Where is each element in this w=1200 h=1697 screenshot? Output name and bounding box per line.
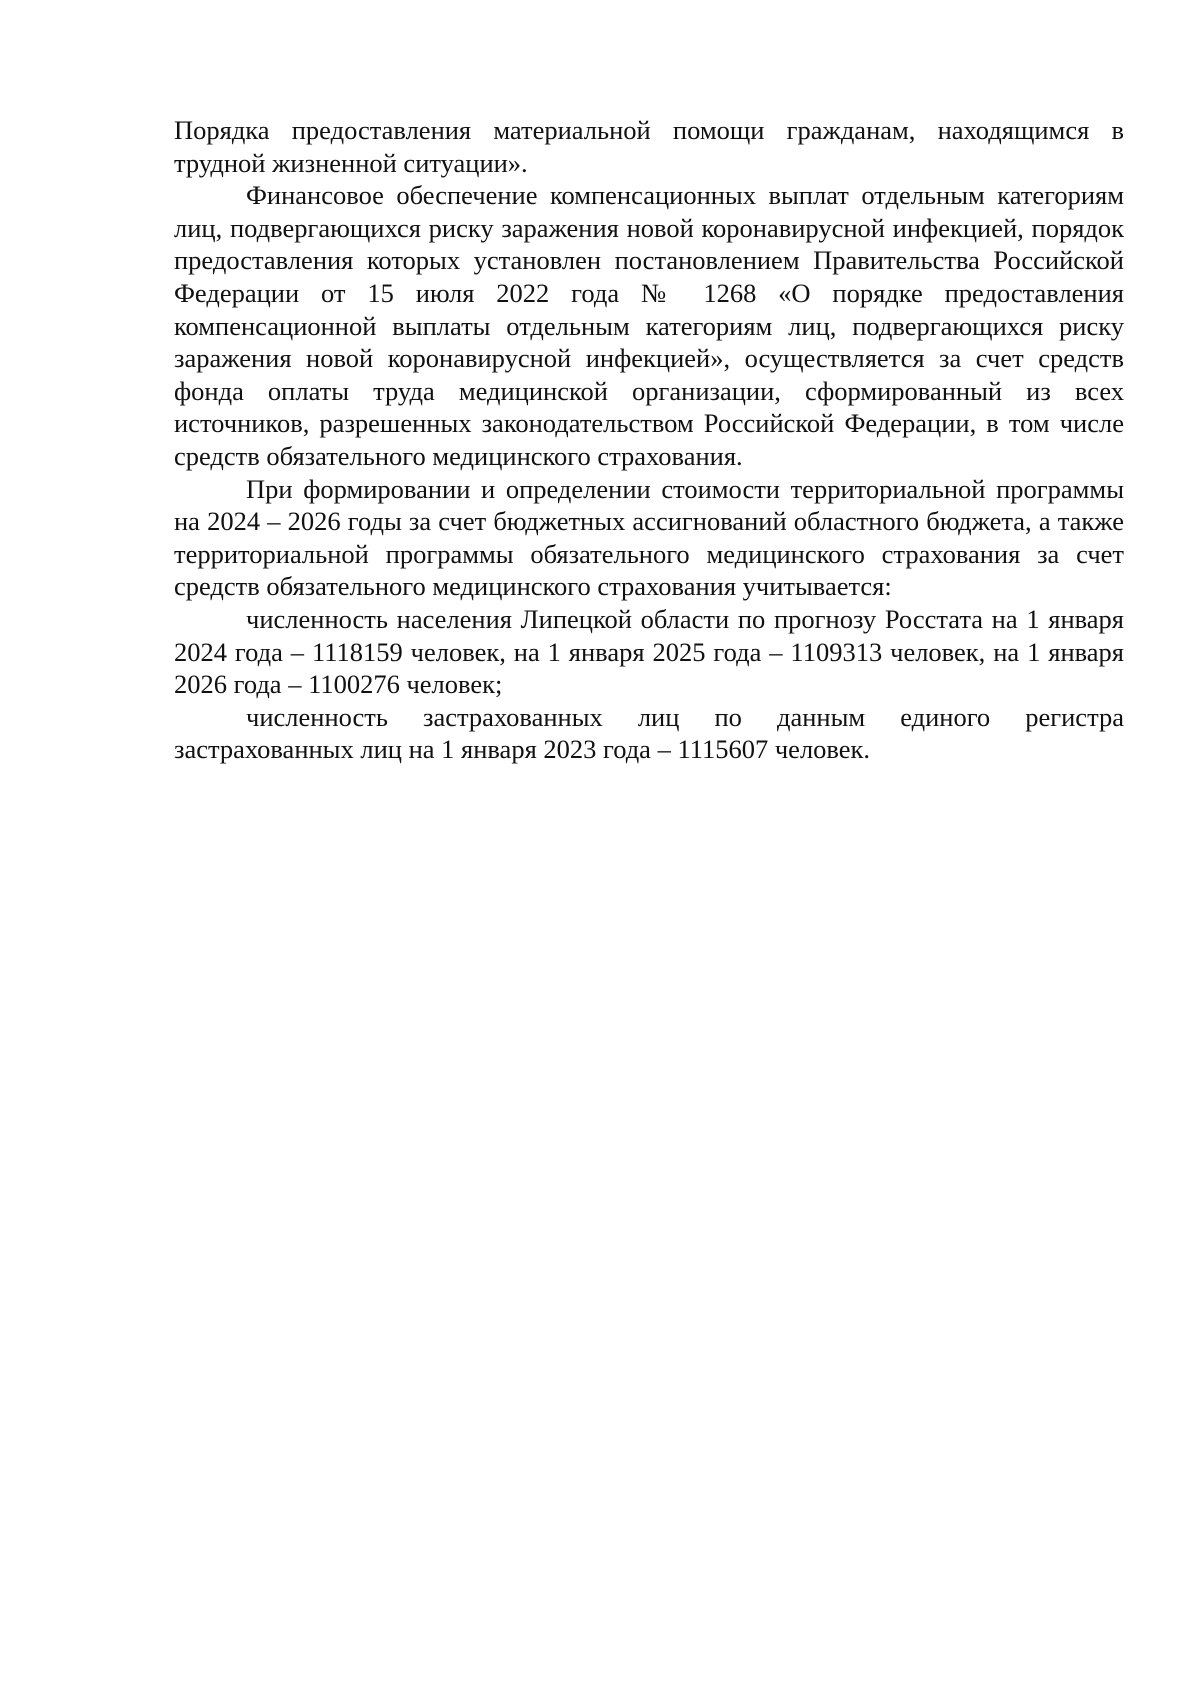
paragraph-compensation-financing: Финансовое обеспечение компенсационных выплат отдельным категориям лиц, подвергающихся риску заражения новой коронавирусной инфекцией, порядок предоставления которых установлен постановлением Правительства Российской Федерации от 15 июля 2022 года № 1268 «О порядке предоставления компенсационной выплаты отдельным категориям лиц, подвергающихся риску заражения новой коронавирусной инфекцией», осуществляется за счет средств фонда оплаты труда медицинской организации, сформированный из всех источников, разрешенных законодательством Российской Федерации, в том числе средств обязательного медицинского страхования. [174,180,1124,471]
paragraph-program-cost: При формировании и определении стоимости территориальной программы на 2024 – 2026 годы за счет бюджетных ассигнований областного бюджета, а также территориальной программы обязательного медицинского страхования за счет средств обязательного медицинского страхования учитывается: [174,473,1124,602]
document-body [174,114,1124,766]
paragraph-population: численность населения Липецкой области по прогнозу Росстата на 1 января 2024 года – 1118159 человек, на 1 января 2025 года – 1109313 человек, на 1 января 2026 года – 1100276 человек; [174,603,1124,700]
paragraph-procedure-end: Порядка предоставления материальной помощи гражданам, находящимся в трудной жизненной ситуации». [174,115,1124,178]
paragraph-insured-persons: численность застрахованных лиц по данным единого регистра застрахованных лиц на 1 января 2023 года – 1115607 человек. [174,701,1124,765]
